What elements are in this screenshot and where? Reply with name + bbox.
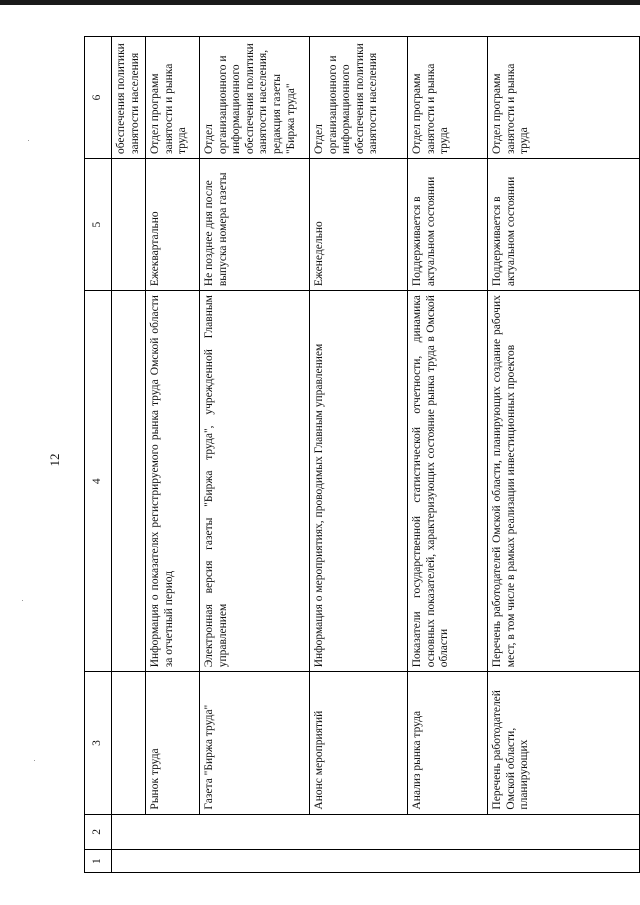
header-cell-6: 6: [85, 37, 112, 159]
content-cell: Электронная версия газеты "Биржа труда", учрежденной Главным управлением: [200, 291, 310, 672]
content-cell: [112, 291, 146, 672]
rotated-table-container: [84, 36, 640, 873]
header-row: [85, 37, 112, 873]
header-cell-4: 4: [85, 291, 112, 672]
section-cell: Анализ рынка труда: [408, 672, 488, 814]
scan-dot: [28, 140, 29, 141]
content-cell: Информация о показателях регистрируемого рынка труда Омской области за отчетный период: [146, 291, 200, 672]
period-cell: Поддерживается в актуальном состоянии: [408, 159, 488, 291]
period-cell: Ежеквартально: [146, 159, 200, 291]
section-cell: Анонс мероприятий: [310, 672, 408, 814]
responsible-cell: обеспечения политики занятости населения: [112, 37, 146, 159]
header-cell-5: 5: [85, 159, 112, 291]
document-table: [84, 36, 640, 873]
table-row: [200, 37, 310, 873]
period-cell: Не позднее дня после выпуска номера газеты: [200, 159, 310, 291]
period-cell: Еженедельно: [310, 159, 408, 291]
header-cell-2: 2: [85, 814, 112, 850]
page-number: 12: [47, 453, 62, 467]
scan-dot: [22, 600, 23, 601]
responsible-cell: Отдел программ занятости и рынка труда: [408, 37, 488, 159]
responsible-cell: Отдел программ занятости и рынка труда: [488, 37, 640, 159]
period-cell: Поддерживается в актуальном состоянии: [488, 159, 640, 291]
content-cell: Информация о мероприятиях, проводимых Главным управлением: [310, 291, 408, 672]
col2-cell: [112, 814, 640, 850]
info-table: [84, 36, 640, 873]
responsible-cell: Отдел программ занятости и рынка труда: [146, 37, 200, 159]
table-row: [112, 37, 146, 873]
scan-top-edge: [0, 0, 640, 5]
scan-dot: [34, 760, 35, 761]
table-row: [310, 37, 408, 873]
table-row: [146, 37, 200, 873]
section-cell: Перечень работодателей Омской области, планирующих: [488, 672, 640, 814]
responsible-cell: Отдел организационного и информационного обеспечения политики занятости населения: [310, 37, 408, 159]
section-cell: [112, 672, 146, 814]
header-cell-1: 1: [85, 850, 112, 873]
table-row: [408, 37, 488, 873]
header-cell-3: 3: [85, 672, 112, 814]
responsible-cell: Отдел организационного и информационного обеспечения политики занятости населения, редакция газеты "Биржа труда": [200, 37, 310, 159]
content-cell: Перечень работодателей Омской области, планирующих создание рабочих мест, в том числе в рамках реализации инвестиционных проектов: [488, 291, 640, 672]
table-row: [488, 37, 640, 873]
section-cell: Рынок труда: [146, 672, 200, 814]
section-cell: Газета "Биржа труда": [200, 672, 310, 814]
col1-cell: [112, 850, 640, 873]
content-cell: Показатели государственной статистической отчетности, динамика основных показателей, характеризующих состояние рынка труда в Омской области: [408, 291, 488, 672]
period-cell: [112, 159, 146, 291]
